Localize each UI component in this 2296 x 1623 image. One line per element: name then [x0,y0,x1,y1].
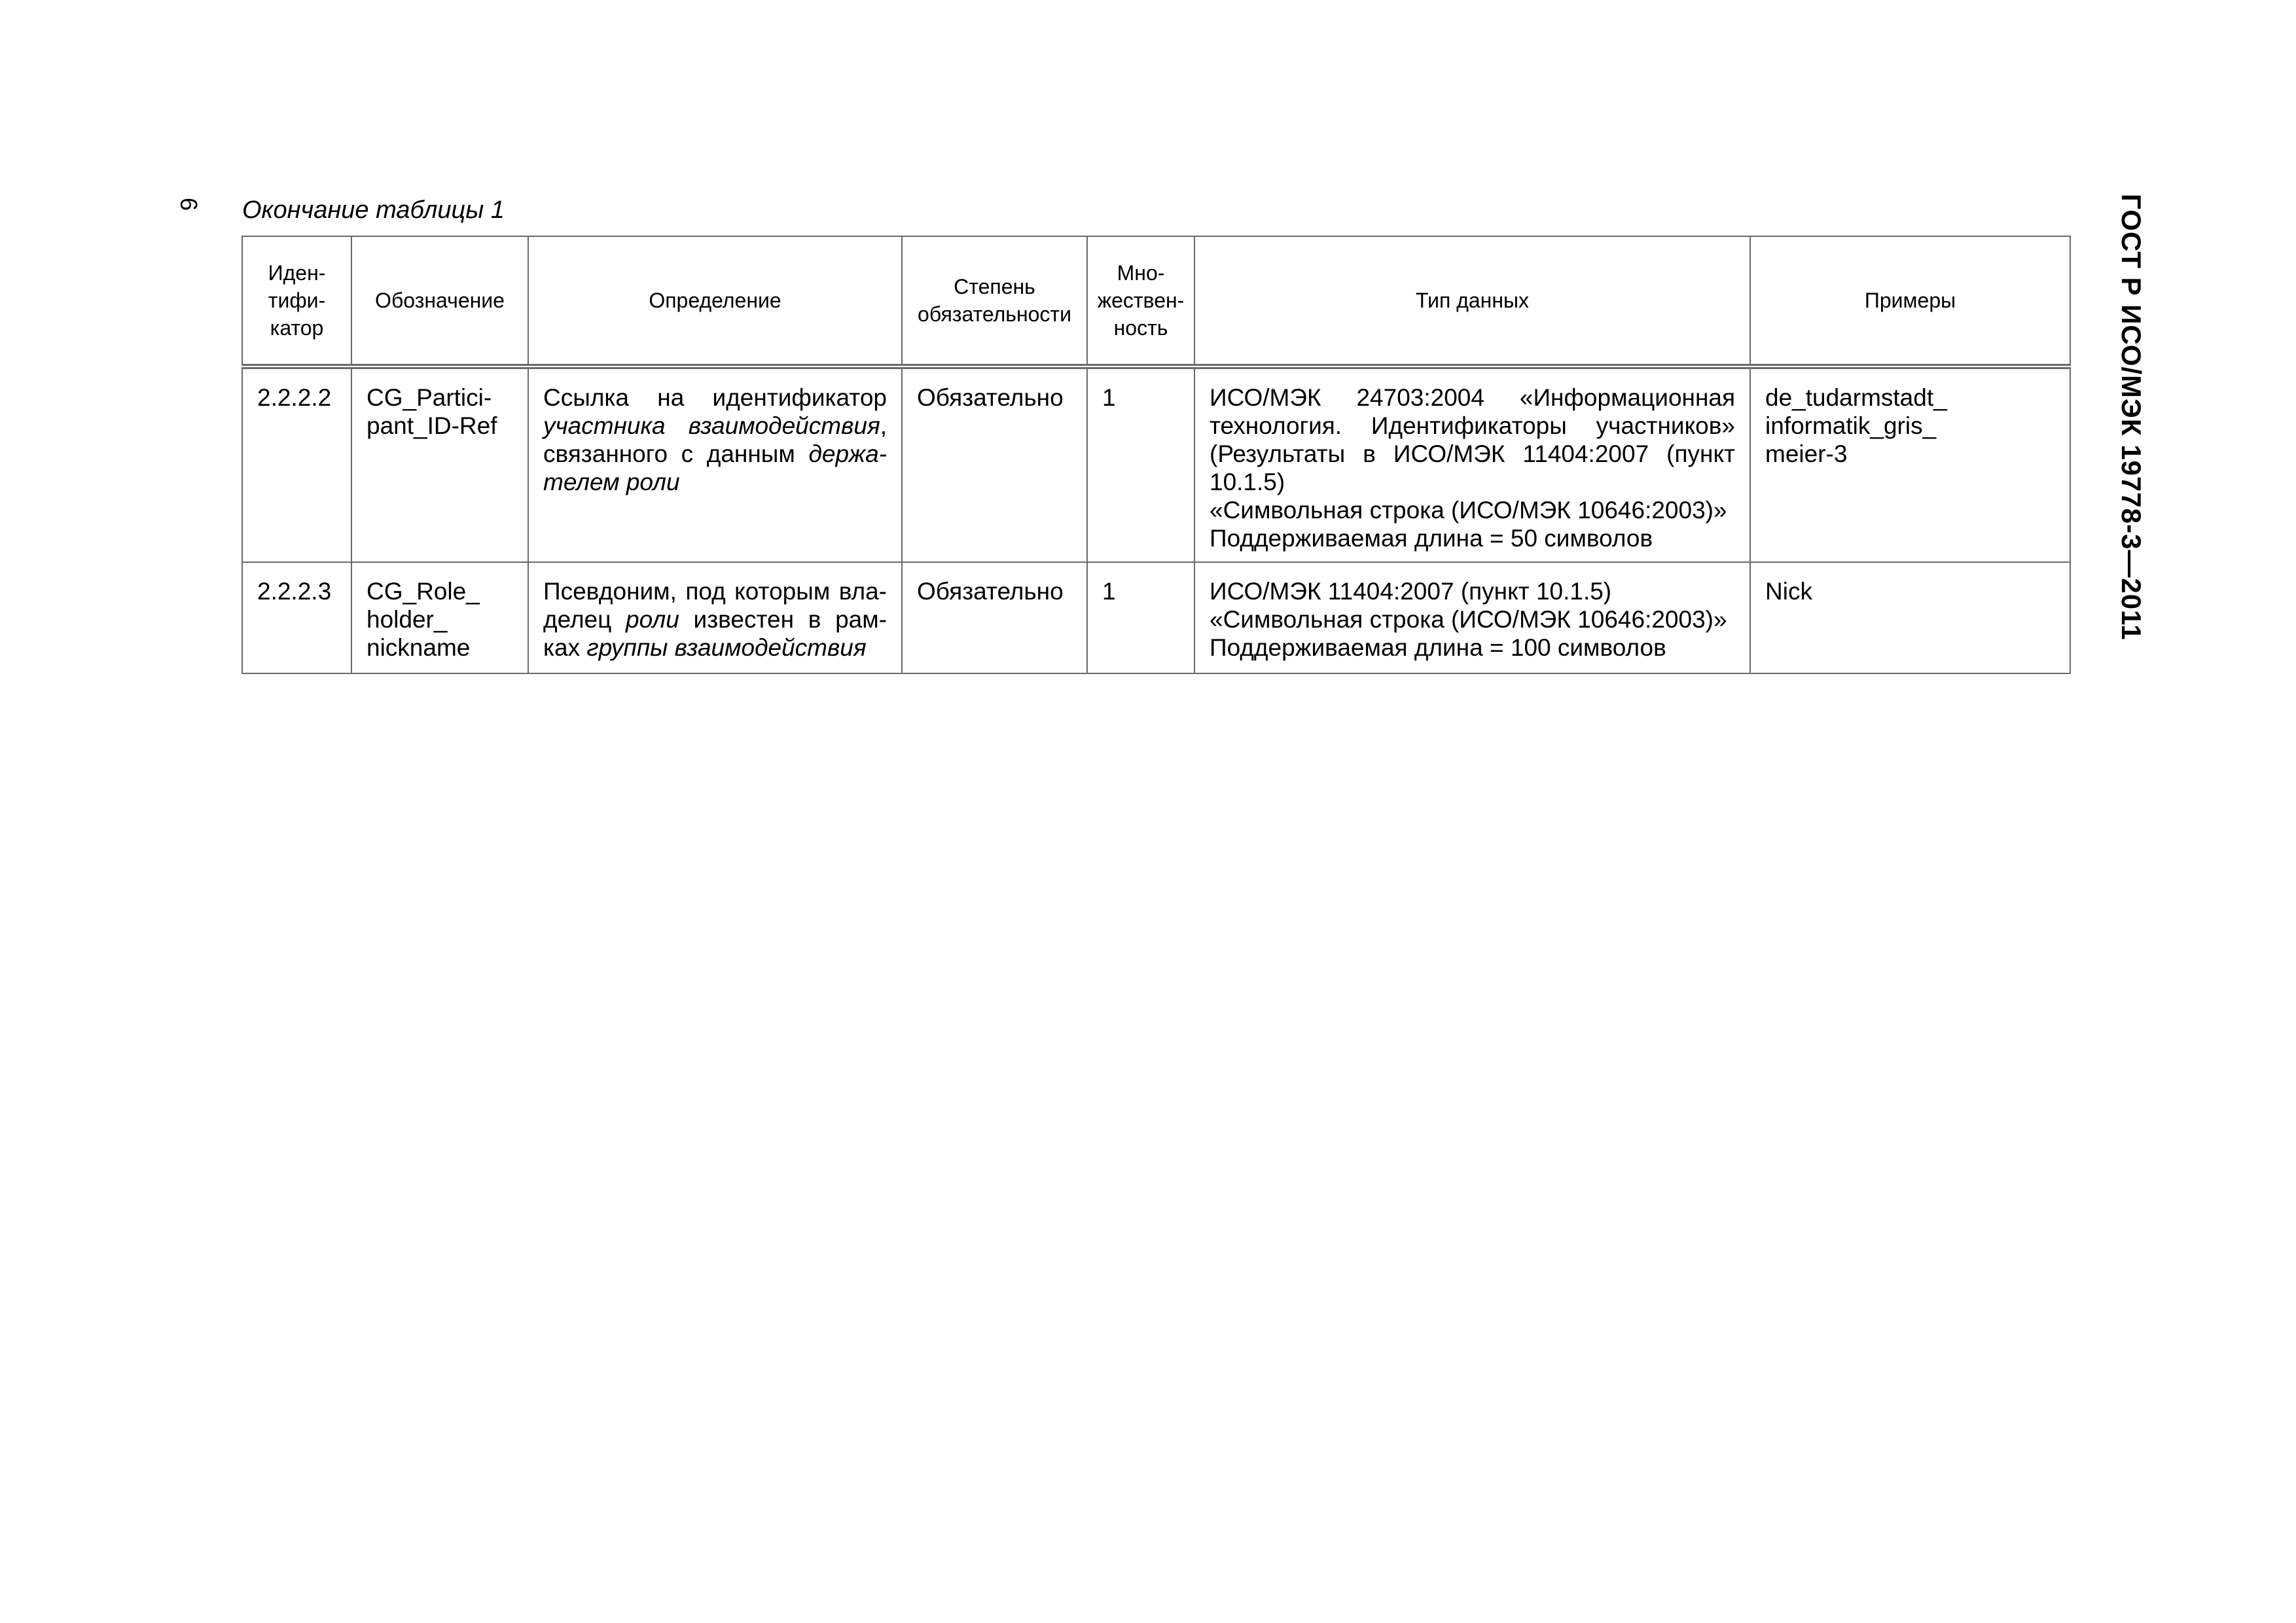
table-caption: Окончание таблицы 1 [242,196,505,224]
col-header-definition: Определение [528,236,902,366]
cell-identifier: 2.2.2.2 [242,366,351,562]
col-header-designation: Обозначение [351,236,528,366]
cell-multiplicity: 1 [1087,366,1194,562]
cell-example: Nick [1750,562,2070,673]
cell-definition: Псевдоним, под которым вла-делец роли известен в рам-ках группы взаимодействия [528,562,902,673]
col-header-multiplicity: Мно- жествен- ность [1087,236,1194,366]
col-header-datatype: Тип данных [1194,236,1750,366]
table-header-row [242,236,2070,366]
cell-multiplicity: 1 [1087,562,1194,673]
page-number: 6 [175,197,202,211]
col-header-identifier: Иден- тифи- катор [242,236,351,366]
cell-example: de_tudarmstadt_ informatik_gris_ meier-3 [1750,366,2070,562]
col-header-obligation: Степень обязательности [902,236,1087,366]
col-header-examples: Примеры [1750,236,2070,366]
cell-identifier: 2.2.2.3 [242,562,351,673]
cell-obligation: Обязательно [902,366,1087,562]
cell-datatype: ИСО/МЭК 24703:2004 «Информационная технология. Идентификаторы участников» (Результаты в ИСО/МЭК 11404:2007 (пункт 10.1.5) «Символьная строка (ИСО/МЭК 10646:2003)» Поддерживаемая длина = 50 символов [1194,366,1750,562]
table-row [242,366,2070,562]
table-row [242,562,2070,673]
cell-designation: CG_Partici- pant_ID-Ref [351,366,528,562]
cell-obligation: Обязательно [902,562,1087,673]
cell-designation: CG_Role_ holder_ nickname [351,562,528,673]
cell-definition: Ссылка на идентификатор участника взаимодействия, связанного с данным держа-телем роли [528,366,902,562]
data-table [242,236,2071,674]
document-code: ГОСТ Р ИСО/МЭК 19778-3—2011 [2116,194,2147,641]
cell-datatype: ИСО/МЭК 11404:2007 (пункт 10.1.5) «Символьная строка (ИСО/МЭК 10646:2003)» Поддерживаемая длина = 100 символов [1194,562,1750,673]
